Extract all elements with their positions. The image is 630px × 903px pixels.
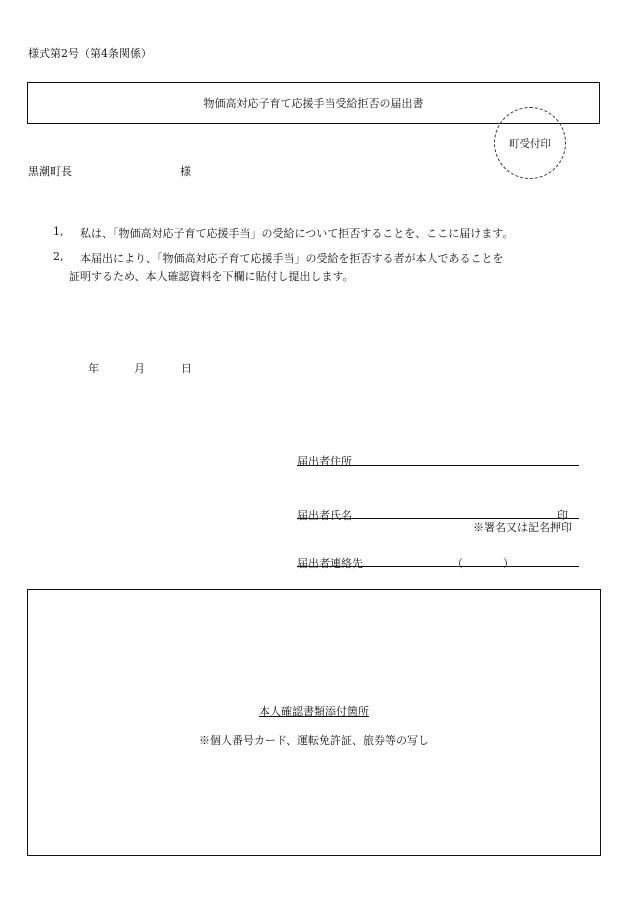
document-title: 物価高対応子育て応援手当受給拒否の届出書 bbox=[203, 97, 424, 110]
contact-paren-close: ） bbox=[503, 557, 514, 570]
address-line[interactable] bbox=[297, 465, 579, 466]
contact-label: 届出者連絡先 bbox=[297, 557, 363, 570]
seal-mark: 印 bbox=[557, 509, 568, 522]
attachment-note: ※個人番号カード、運転免許証、旅券等の写し bbox=[198, 734, 429, 747]
item-1-text: 私は、「物価高対応子育て応援手当」の受給について拒否することを、ここに届けます。 bbox=[80, 227, 514, 240]
form-number: 様式第2号（第4条関係） bbox=[28, 47, 152, 60]
reception-stamp-circle bbox=[494, 107, 566, 179]
item-1-number: 1, bbox=[53, 225, 64, 238]
item-2-text: 本届出により、「物価高対応子育て応援手当」の受給を拒否する者が本人であることを bbox=[80, 252, 504, 265]
item-2-number: 2, bbox=[53, 250, 64, 263]
honorific: 様 bbox=[180, 165, 191, 178]
address-label: 届出者住所 bbox=[297, 455, 352, 468]
item-2-text-continued: 証明するため、本人確認資料を下欄に貼付し提出します。 bbox=[69, 270, 354, 283]
date-year-label: 年 bbox=[88, 362, 99, 375]
contact-paren-open: （ bbox=[452, 557, 463, 570]
addressee: 黒潮町長 bbox=[28, 165, 72, 178]
sign-note: ※署名又は記名押印 bbox=[473, 521, 572, 534]
stamp-label: 町受付印 bbox=[509, 138, 551, 150]
date-month-label: 月 bbox=[134, 362, 145, 375]
date-day-label: 日 bbox=[181, 362, 192, 375]
contact-line[interactable] bbox=[297, 566, 579, 567]
attachment-title: 本人確認書類添付箇所 bbox=[259, 705, 369, 718]
name-label: 届出者氏名 bbox=[297, 509, 352, 522]
attachment-area[interactable] bbox=[27, 589, 601, 856]
